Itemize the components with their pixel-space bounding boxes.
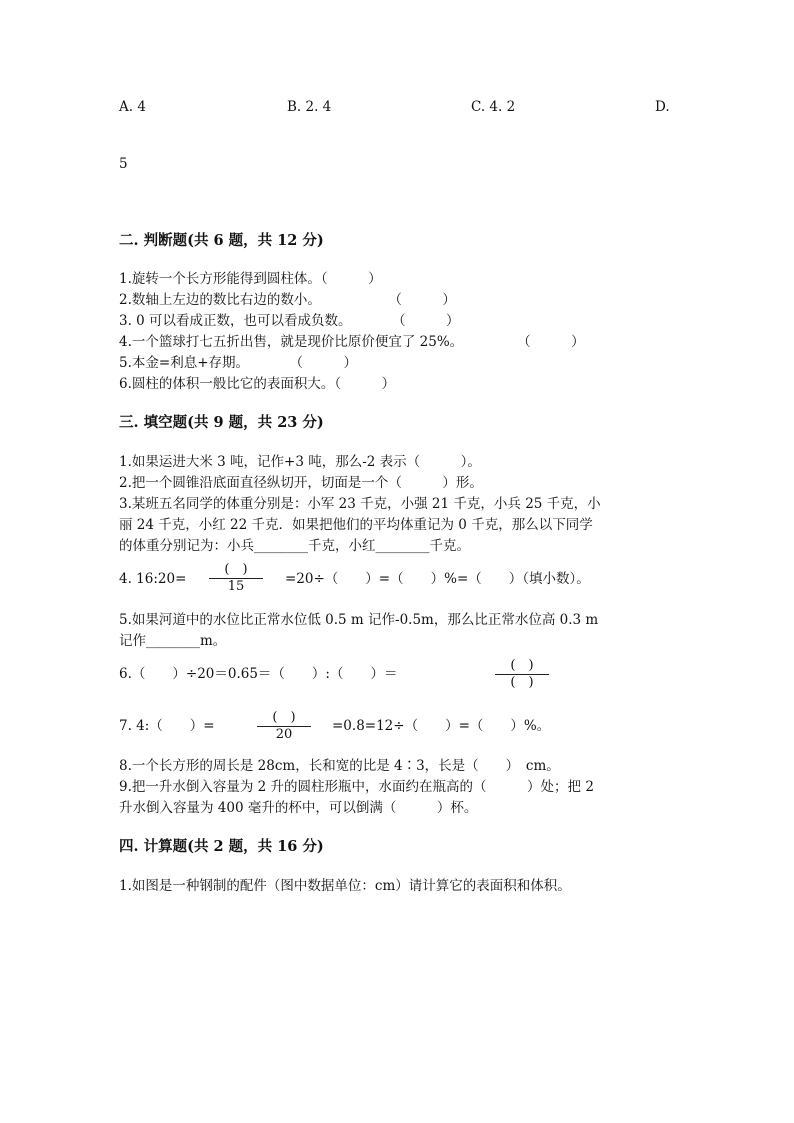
fill-item-5-line-1: 5.如果河道中的水位比正常水位低 0.5 m 记作-0.5m，那么比正常水位高 0.3 m	[119, 612, 599, 628]
judge-item-3: 3. 0 可以看成正数，也可以看成负数。 （ ）	[119, 313, 460, 329]
judge-item-4: 4.一个篮球打七五折出售，就是现价比原价便宜了 25%。 （ ）	[119, 334, 585, 350]
fill-item-8: 8.一个长方形的周长是 28cm，长和宽的比是 4∶3，长是（ ） cm。	[119, 758, 560, 774]
option-d-value: 5	[119, 156, 128, 172]
fraction-numerator: ( )	[272, 710, 296, 725]
section-3-title: 三. 填空题(共 9 题，共 23 分)	[119, 414, 324, 431]
fill-item-6-fraction	[492, 658, 552, 691]
fraction-numerator: ( )	[224, 562, 248, 577]
fill-item-9-line-2: 升水倒入容量为 400 毫升的杯中，可以倒满（ ）杯。	[119, 800, 478, 816]
judge-item-6: 6.圆柱的体积一般比它的表面积大。（ ）	[119, 376, 396, 392]
fraction-numerator: ( )	[510, 658, 534, 673]
fill-item-1: 1.如果运进大米 3 吨，记作+3 吨，那么-2 表示（ ）。	[119, 454, 481, 470]
fill-item-6-prefix: 6.（ ）÷20＝0.65＝（ ）:（ ）＝	[119, 666, 398, 682]
fill-item-4-fraction	[206, 562, 266, 595]
fill-item-7-suffix: =0.8=12÷（ ）=（ ）%。	[332, 718, 551, 734]
fraction-denominator: 15	[227, 579, 245, 594]
fill-item-4-prefix: 4. 16:20=	[119, 571, 187, 587]
section-4-title: 四. 计算题(共 2 题，共 16 分)	[119, 838, 324, 855]
option-a: A. 4	[119, 99, 146, 115]
fraction-denominator: 20	[275, 727, 293, 742]
fill-item-3-line-3: 的体重分别记为：小兵________千克，小红________千克。	[119, 538, 470, 554]
fill-item-3-line-2: 丽 24 千克，小红 22 千克．如果把他们的平均体重记为 0 千克，那么以下同学	[119, 517, 593, 533]
fill-item-7-fraction	[254, 710, 314, 743]
judge-item-5: 5.本金=利息+存期。 （ ）	[119, 355, 358, 371]
option-b: B. 2. 4	[287, 99, 332, 115]
option-d: D.	[655, 99, 670, 115]
fill-item-5-line-2: 记作________m。	[119, 633, 227, 649]
fill-item-9-line-1: 9.把一升水倒入容量为 2 升的圆柱形瓶中，水面约在瓶高的（ ）处；把 2	[119, 779, 594, 795]
judge-item-2: 2.数轴上左边的数比右边的数小。 （ ）	[119, 292, 456, 308]
fraction-denominator: ( )	[510, 675, 534, 690]
fill-item-4-suffix: =20÷（ ）=（ ）%=（ ）（填小数）。	[285, 571, 590, 587]
calc-item-1: 1.如图是一种钢制的配件（图中数据单位：cm）请计算它的表面积和体积。	[119, 878, 571, 894]
section-2-title: 二. 判断题(共 6 题，共 12 分)	[119, 232, 324, 249]
judge-item-1: 1.旋转一个长方形能得到圆柱体。（ ）	[119, 271, 382, 287]
fill-item-3-line-1: 3.某班五名同学的体重分别是：小军 23 千克，小强 21 千克，小兵 25 千克，小	[119, 496, 601, 512]
option-c: C. 4. 2	[471, 99, 516, 115]
fill-item-2: 2.把一个圆锥沿底面直径纵切开，切面是一个（ ）形。	[119, 475, 483, 491]
fill-item-7-prefix: 7. 4:（ ）=	[119, 718, 215, 734]
